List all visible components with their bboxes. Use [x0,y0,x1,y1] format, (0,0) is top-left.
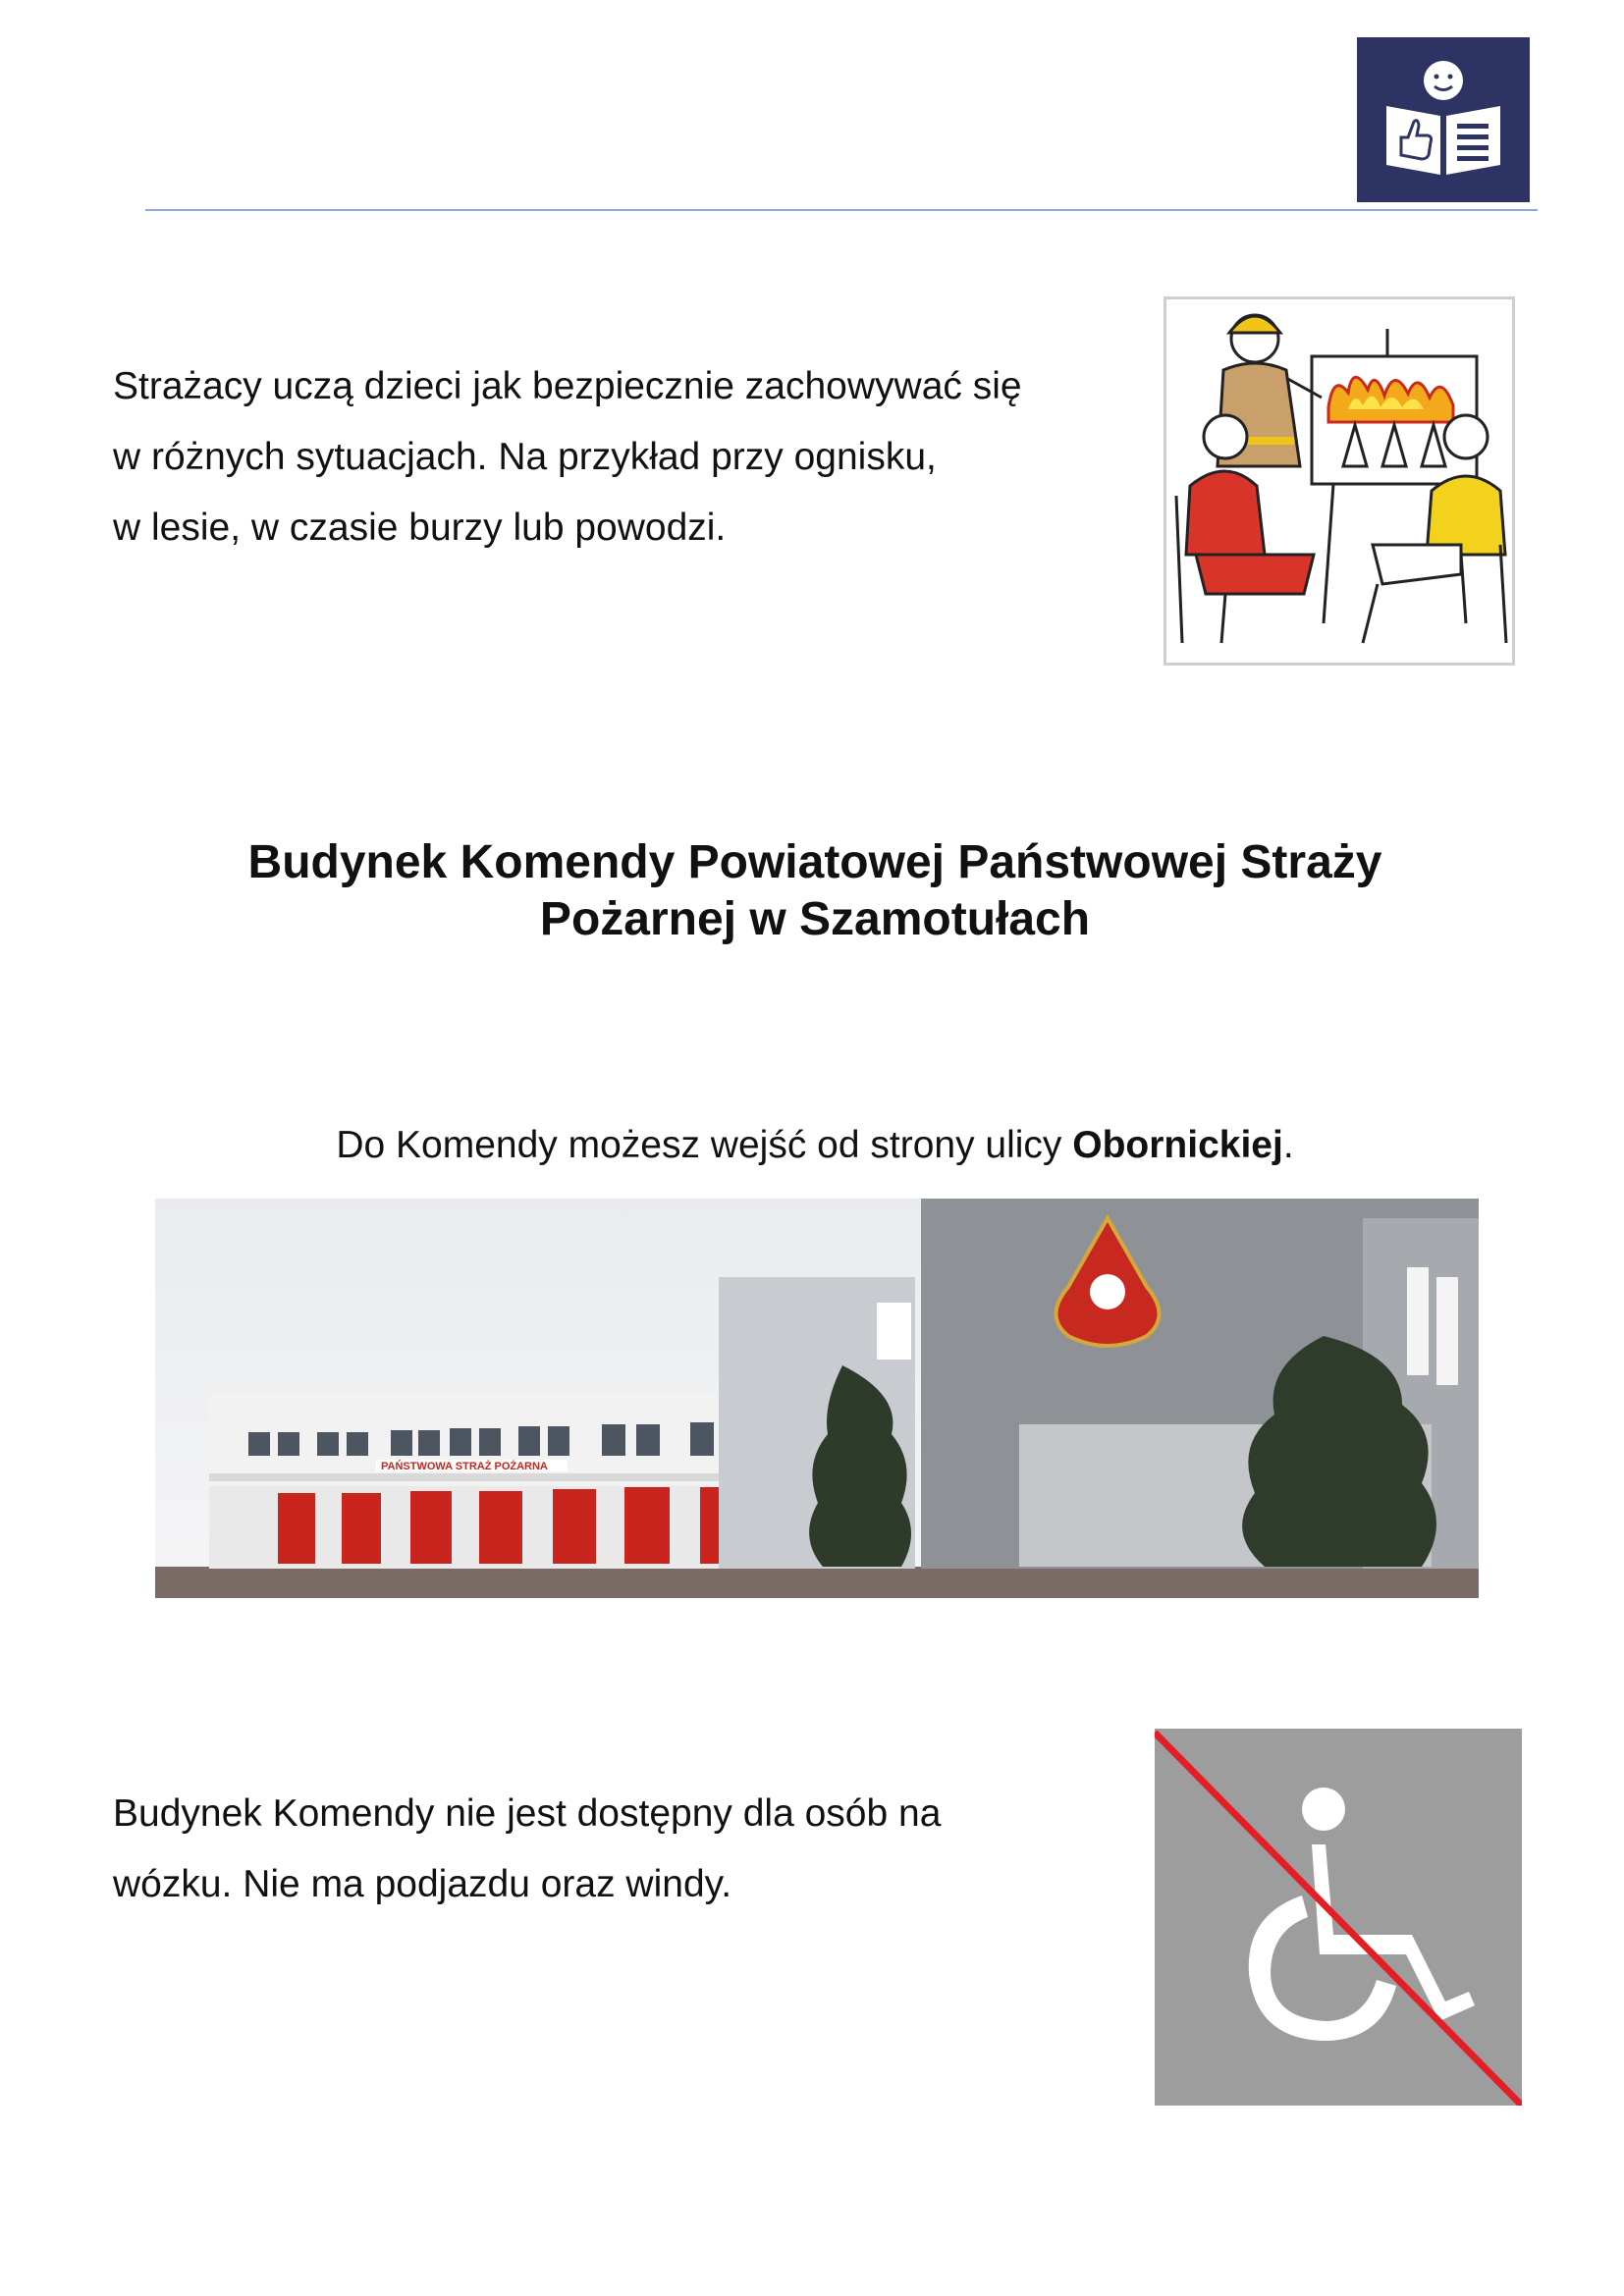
heading-line: Pożarnej w Szamotułach [539,893,1091,945]
intro-paragraph [113,351,1144,563]
heading-line: Budynek Komendy Powiatowej Państwowej Straży [247,836,1382,888]
accessibility-paragraph [113,1779,1095,1920]
no-wheelchair-access-icon [1155,1729,1522,2106]
entrance-sentence [113,1119,1517,1172]
easy-to-read-icon [1357,37,1530,202]
intro-line: w różnych sytuacjach. Na przykład przy ognisku, [113,436,937,478]
street-name: Obornickiej [1072,1124,1283,1166]
firefighter-teaching-children-icon [1166,299,1512,663]
accessibility-line: Budynek Komendy nie jest dostępny dla osób na [113,1792,942,1835]
fire-station-photo [155,1199,1479,1598]
entrance-period: . [1282,1124,1294,1166]
easy-to-read-logo [1357,37,1530,202]
station-sign: PAŃSTWOWA STRAŻ POŻARNA [381,1461,548,1472]
header-rule [145,209,1538,211]
section-heading [137,834,1492,948]
entrance-text: Do Komendy możesz wejść od strony ulicy [336,1124,1073,1166]
intro-line: w lesie, w czasie burzy lub powodzi. [113,507,727,549]
accessibility-line: wózku. Nie ma podjazdu oraz windy. [113,1863,732,1905]
firefighter-illustration [1164,296,1515,666]
no-wheelchair-access-sign [1155,1729,1522,2106]
intro-line: Strażacy uczą dzieci jak bezpiecznie zachowywać się [113,365,1022,407]
